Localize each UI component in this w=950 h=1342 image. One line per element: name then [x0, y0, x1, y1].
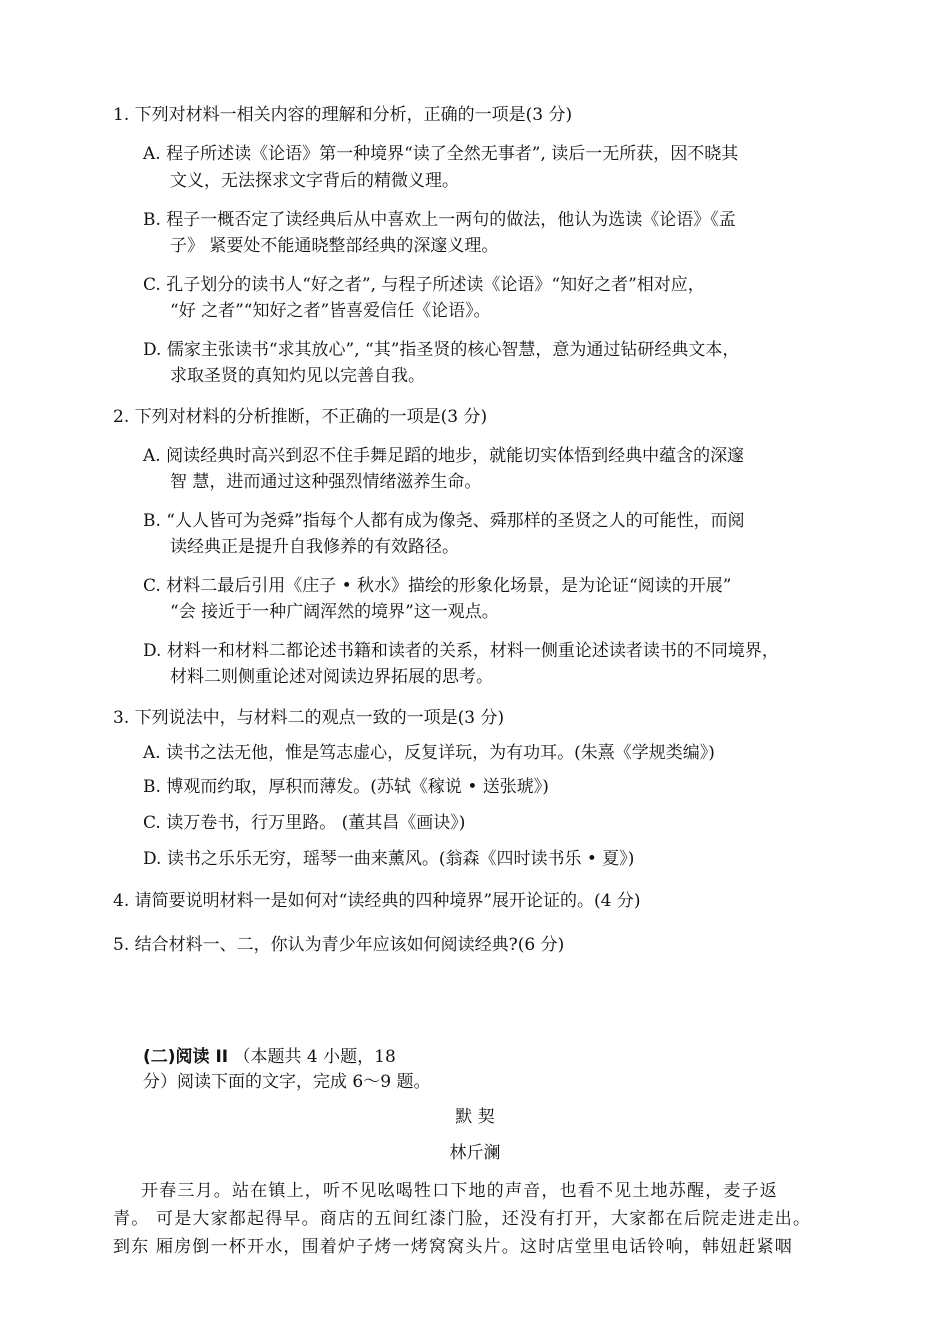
q3-option-a: A. 读书之法无他，惟是笃志虚心，反复详玩，为有功耳。(朱熹《学规类编》)	[143, 743, 715, 763]
q1-stem: 1. 下列对材料一相关内容的理解和分析，正确的一项是(3 分)	[113, 105, 573, 125]
article-title: 默 契	[455, 1107, 495, 1127]
q1-option-d-line2: 求取圣贤的真知灼见以完善自我。	[170, 366, 425, 386]
article-author: 林斤澜	[449, 1143, 501, 1163]
article-line-1: 开春三月。站在镇上，听不见吆喝牲口下地的声音，也看不见土地苏醒，麦子返	[141, 1181, 778, 1201]
article-line-2: 青。 可是大家都起得早。商店的五间红漆门脸，还没有打开，大家都在后院走进走出。	[113, 1209, 812, 1229]
q1-option-b-line1: B. 程子一概否定了读经典后从中喜欢上一两句的做法，他认为选读《论语》《孟	[143, 210, 736, 230]
q3-option-c: C. 读万卷书，行万里路。 (董其昌《画诀》)	[143, 813, 466, 833]
q3-option-b: B. 博观而约取，厚积而薄发。(苏轼《稼说 • 送张琥》)	[143, 777, 549, 797]
q1-option-c-line1: C. 孔子划分的读书人“好之者”, 与程子所述读《论语》“知好之者”相对应，	[143, 275, 705, 295]
q5-stem: 5. 结合材料一、二，你认为青少年应该如何阅读经典?(6 分)	[113, 935, 565, 955]
q1-option-d-line1: D. 儒家主张读书“求其放心”, “其”指圣贤的核心智慧，意为通过钻研经典文本，	[143, 340, 740, 360]
q2-option-c-line2: “会 接近于一种广阔浑然的境界”这一观点。	[170, 602, 499, 622]
q2-option-a-line1: A. 阅读经典时高兴到忍不住手舞足蹈的地步，就能切实体悟到经典中蕴含的深邃	[143, 446, 745, 466]
q2-option-d-line2: 材料二则侧重论述对阅读边界拓展的思考。	[170, 667, 493, 687]
q2-option-a-line2: 智 慧，进而通过这种强烈情绪滋养生命。	[170, 472, 482, 492]
q1-option-a-line2: 文义，无法探求文字背后的精微义理。	[170, 171, 459, 191]
section-note-line1: （本题共 4 小题，18	[233, 1047, 396, 1067]
q2-stem: 2. 下列对材料的分析推断，不正确的一项是(3 分)	[113, 407, 488, 427]
section-heading-row	[143, 1046, 396, 1068]
section-note-line2: 分）阅读下面的文字，完成 6～9 题。	[143, 1072, 431, 1092]
q1-option-a-line1: A. 程子所述读《论语》第一种境界“读了全然无事者”, 读后一无所获，因不晓其	[143, 144, 739, 164]
q3-option-d: D. 读书之乐乐无穷，瑶琴一曲来薰风。(翁森《四时读书乐 • 夏》)	[143, 849, 635, 869]
section-heading: (二)阅读 II	[143, 1047, 229, 1067]
q1-option-b-line2: 子》 紧要处不能通晓整部经典的深邃义理。	[170, 236, 499, 256]
q2-option-b-line2: 读经典正是提升自我修养的有效路径。	[170, 537, 459, 557]
q4-stem: 4. 请简要说明材料一是如何对“读经典的四种境界”展开论证的。(4 分)	[113, 891, 641, 911]
q2-option-c-line1: C. 材料二最后引用《庄子 • 秋水》描绘的形象化场景，是为论证“阅读的开展”	[143, 576, 732, 596]
q3-stem: 3. 下列说法中，与材料二的观点一致的一项是(3 分)	[113, 708, 505, 728]
article-line-3: 到东 厢房倒一杯开水，围着炉子烤一烤窝窝头片。这时店堂里电话铃响，韩妞赶紧咽	[113, 1237, 794, 1257]
q2-option-b-line1: B. “人人皆可为尧舜”指每个人都有成为像尧、舜那样的圣贤之人的可能性，而阅	[143, 511, 745, 531]
q2-option-d-line1: D. 材料一和材料二都论述书籍和读者的关系，材料一侧重论述读者读书的不同境界，	[143, 641, 779, 661]
q1-option-c-line2: “好 之者”“知好之者”皆喜爱信任《论语》。	[170, 301, 491, 321]
